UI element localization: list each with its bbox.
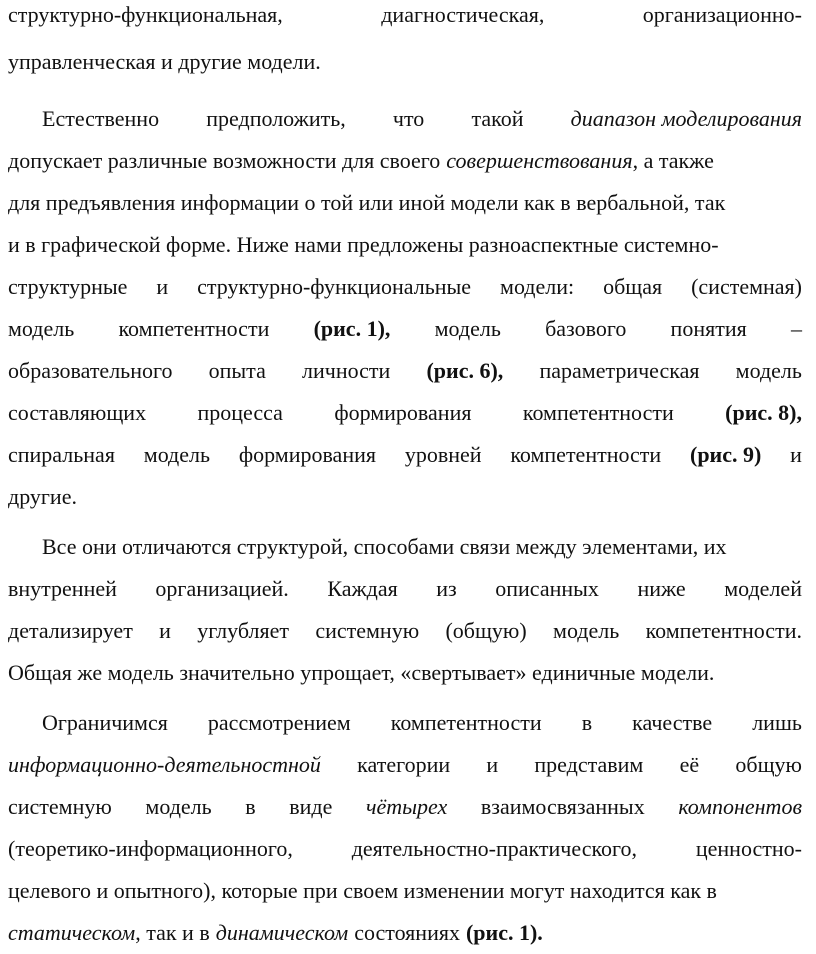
word: предположить, <box>206 106 346 131</box>
word: в <box>245 794 256 819</box>
word: диагностическая, <box>381 2 545 27</box>
word: (общую) <box>445 618 527 643</box>
word: спиральная <box>8 442 115 467</box>
text-line <box>8 350 802 392</box>
word: организацией. <box>155 576 289 601</box>
text-line <box>8 98 802 140</box>
word: образовательного <box>8 358 173 383</box>
word: такой <box>471 106 524 131</box>
word: компетентности. <box>645 618 802 643</box>
text-line <box>8 652 802 702</box>
text-line <box>8 828 802 870</box>
word: и <box>156 274 169 299</box>
word: Ограничимся <box>42 710 168 735</box>
text-line <box>8 744 802 786</box>
text-span: и в графической форме. Ниже нами предложены разноаспектные системно- <box>8 232 719 257</box>
text-line <box>8 0 802 42</box>
word: (системная) <box>691 274 802 299</box>
text-span: другие. <box>8 484 77 509</box>
figure-reference: (рис. 8), <box>725 400 802 425</box>
word: моделей <box>724 576 802 601</box>
word: системную <box>315 618 420 643</box>
word: из <box>436 576 457 601</box>
word: структурно-функциональные <box>197 274 472 299</box>
italic-term: совершенствования <box>446 148 633 173</box>
text-span: целевого и опытного), которые при своем изменении могут находится как в <box>8 878 717 903</box>
text-span: Все они отличаются структурой, способами связи между элементами, их <box>42 534 727 559</box>
word: опыта <box>208 358 266 383</box>
word: модель <box>8 316 75 341</box>
word: внутренней <box>8 576 117 601</box>
word: системную <box>8 794 112 819</box>
figure-reference: (рис. 6), <box>426 358 504 383</box>
word: ниже <box>637 576 686 601</box>
text-line <box>8 870 802 912</box>
word: качестве <box>632 710 713 735</box>
word: структурные <box>8 274 128 299</box>
text-line <box>8 476 802 526</box>
figure-reference: (рис. 9) <box>690 442 762 467</box>
word: формирования <box>334 400 472 425</box>
word: компетентности <box>510 442 662 467</box>
word: и <box>790 442 802 467</box>
word: модели: <box>500 274 575 299</box>
figure-reference: (рис. 1). <box>465 920 543 945</box>
word: модель <box>735 358 802 383</box>
text-line <box>8 702 802 744</box>
word: виде <box>289 794 333 819</box>
word: процесса <box>197 400 283 425</box>
word: модель <box>143 442 211 467</box>
word: категории <box>357 752 451 777</box>
text-line <box>8 140 802 182</box>
word: углубляет <box>197 618 289 643</box>
text-span: , а также <box>632 148 714 173</box>
italic-term: статическом <box>8 920 136 945</box>
word: что <box>392 106 425 131</box>
word: модель <box>145 794 212 819</box>
word: ценностно- <box>695 836 802 861</box>
word: модель <box>553 618 620 643</box>
text-span: Общая же модель значительно упрощает, «свертывает» единичные модели. <box>8 660 715 685</box>
text-line <box>8 182 802 224</box>
word: модель <box>434 316 501 341</box>
word: параметрическая <box>539 358 700 383</box>
word: Естественно <box>42 106 160 131</box>
word: базового <box>545 316 627 341</box>
word: и <box>159 618 171 643</box>
word: уровней <box>404 442 482 467</box>
text-line <box>8 308 802 350</box>
text-span: состояниях <box>354 920 460 945</box>
italic-term: компонентов <box>678 794 802 819</box>
text-line <box>8 42 802 98</box>
word: представим <box>534 752 644 777</box>
word: понятия <box>670 316 747 341</box>
word: описанных <box>495 576 599 601</box>
word: формирования <box>238 442 376 467</box>
italic-term: чётырех <box>365 794 448 819</box>
italic-term: информационно-деятельностной <box>8 752 321 777</box>
word: в <box>581 710 593 735</box>
word: Каждая <box>327 576 398 601</box>
figure-reference: (рис. 1), <box>313 316 391 341</box>
word: компетентности <box>118 316 270 341</box>
italic-term: диапазон моделирования <box>570 106 802 131</box>
word: составляющих <box>8 400 147 425</box>
word: компетентности <box>522 400 674 425</box>
word: лишь <box>752 710 802 735</box>
word: рассмотрением <box>207 710 351 735</box>
word: (теоретико-информационного, <box>8 836 293 861</box>
text-span: для предъявления информации о той или иной модели как в вербальной, так <box>8 190 726 215</box>
word: общая <box>603 274 663 299</box>
word: деятельностно-практического, <box>351 836 637 861</box>
text-line <box>8 786 802 828</box>
text-line <box>8 434 802 476</box>
word: взаимосвязанных <box>480 794 645 819</box>
word: и <box>486 752 499 777</box>
word: структурно-функциональная, <box>8 2 283 27</box>
word: личности <box>302 358 391 383</box>
text-span: допускает различные возможности для своего <box>8 148 441 173</box>
word: её <box>679 752 700 777</box>
text-line <box>8 266 802 308</box>
text-line <box>8 224 802 266</box>
word: – <box>790 316 802 341</box>
text-span: , так и в <box>135 920 210 945</box>
word: компетентности <box>390 710 542 735</box>
text-line <box>8 912 802 954</box>
word: детализирует <box>8 618 133 643</box>
italic-term: динамическом <box>215 920 349 945</box>
text-line <box>8 526 802 568</box>
text-line <box>8 568 802 610</box>
text-line <box>8 610 802 652</box>
text-span: управленческая и другие модели. <box>8 49 321 74</box>
word: общую <box>735 752 802 777</box>
word: организационно- <box>642 2 802 27</box>
text-line <box>8 392 802 434</box>
